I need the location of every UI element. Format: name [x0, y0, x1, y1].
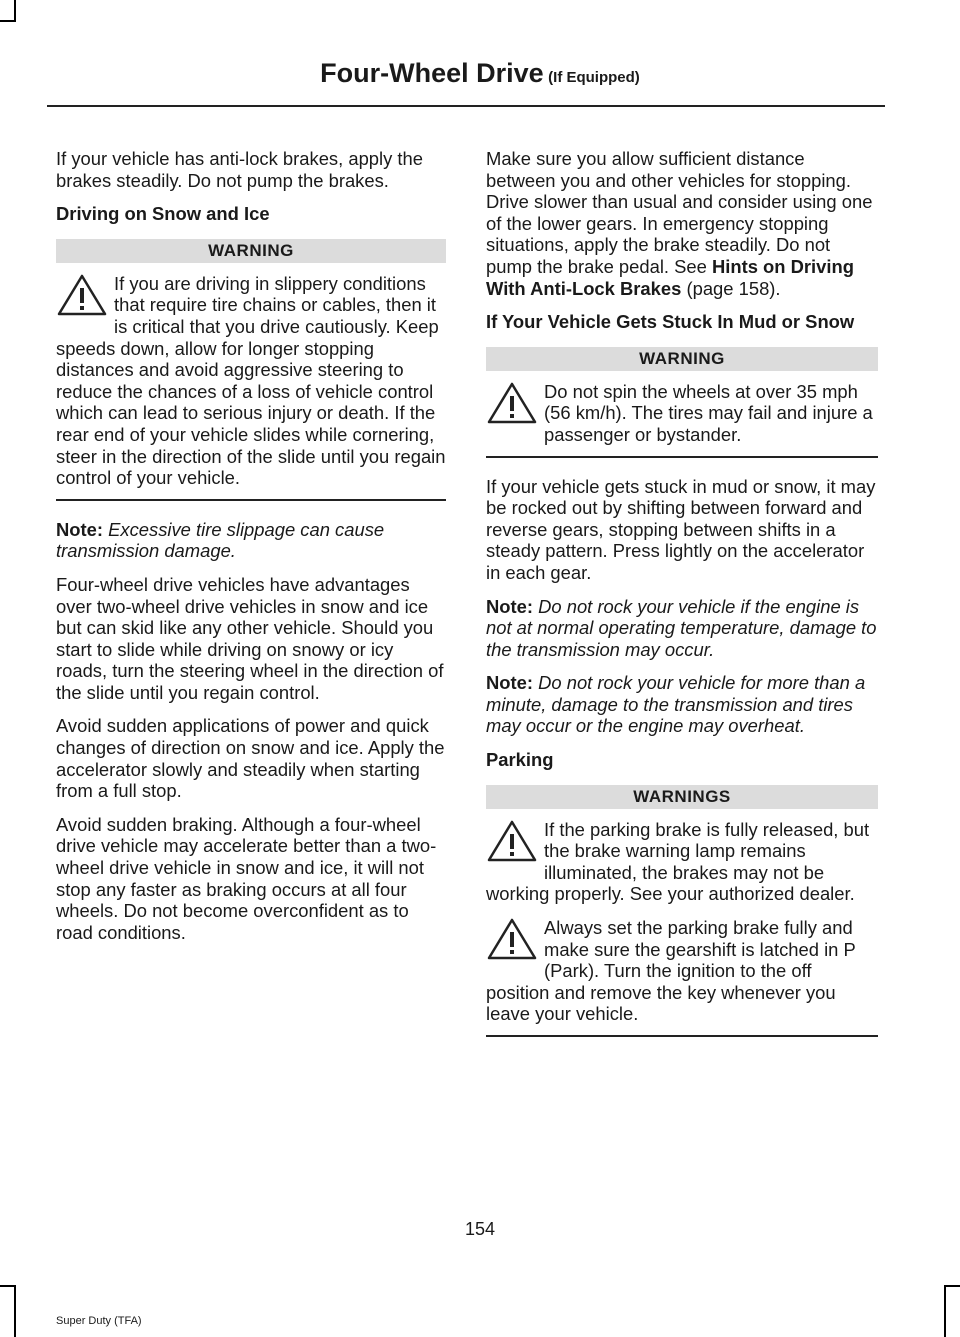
paragraph: If your vehicle has anti-lock brakes, apply the brakes steadily. Do not pump the brakes.: [56, 148, 423, 191]
crop-mark: [14, 1285, 16, 1337]
warning-triangle-icon: [486, 819, 538, 863]
note-text: Do not rock your vehicle if the engine is not at normal operating temperature, damage to the transmission may occur.: [486, 595, 877, 660]
page-title: Four-Wheel Drive: [320, 58, 544, 88]
paragraph: [486, 148, 878, 299]
crop-mark: [0, 20, 16, 22]
footer-text: Super Duty (TFA): [56, 1315, 142, 1327]
note: [56, 519, 446, 562]
crop-mark: [0, 1285, 16, 1287]
cross-reference-link[interactable]: Hints on Driving With Anti-Lock Brakes: [486, 255, 854, 299]
paragraph-text: Make sure you allow sufficient distance between you and other vehicles for stopping. Drive slower than usual and consider using one of the lower gears. In emergency stopping situations, apply the brake steadily. Do not pump the brake pedal. See: [486, 148, 873, 277]
note: [486, 596, 878, 661]
paragraph: Avoid sudden braking. Although a four-wheel drive vehicle may accelerate better than a two-wheel drive vehicle in snow and ice, it will not stop any faster as braking occurs at all four wheels. Do not become overconfident as to road conditions.: [56, 813, 437, 943]
warning-text: Do not spin the wheels at over 35 mph (56 km/h). The tires may fail and injure a passenger or bystander.: [544, 380, 873, 445]
warning-text: If you are driving in slippery conditions that require tire chains or cables, then it is critical that you drive cautiously. Keep speeds down, allow for longer stopping distances and avoid aggressive steering to reduce the chances of a loss of vehicle control which can lead to serious injury or death. If the rear end of your vehicle slides while cornering, steer in the direction of the slide until you regain control of your vehicle.: [56, 272, 446, 489]
page-number: 154: [464, 1219, 496, 1239]
paragraph: Avoid sudden applications of power and quick changes of direction on snow and ice. Apply the accelerator slowly and steadily when starting from a full stop.: [56, 715, 445, 802]
note: [486, 672, 878, 737]
warning-heading: WARNING: [486, 347, 878, 371]
page-header: [0, 58, 960, 89]
warning-box: [486, 347, 878, 458]
header-rule: [47, 105, 885, 107]
warning-text: If the parking brake is fully released, but the brake warning lamp remains illuminated, the brakes may not be working properly. See your authorized dealer.: [486, 818, 870, 905]
crop-mark: [944, 1285, 946, 1337]
warning-heading: WARNINGS: [486, 785, 878, 809]
page-reference: (page 158).: [681, 277, 781, 299]
warning-triangle-icon: [486, 917, 538, 961]
warning-text-block: [486, 917, 878, 1025]
warning-text-block: [56, 273, 446, 489]
note-label: Note:: [486, 595, 533, 617]
warning-triangle-icon: [486, 381, 538, 425]
warning-text-block: [486, 381, 878, 446]
section-heading: Driving on Snow and Ice: [56, 203, 270, 225]
section-heading: Parking: [486, 749, 554, 771]
right-column: [486, 148, 878, 1055]
crop-mark: [14, 0, 16, 22]
note-label: Note:: [56, 518, 103, 540]
crop-mark: [944, 1285, 960, 1287]
warning-text: Always set the parking brake fully and make sure the gearshift is latched in P (Park). Turn the ignition to the off position and remove the key whenever you leave your vehicle.: [486, 917, 856, 1025]
warning-box: [486, 785, 878, 1037]
note-label: Note:: [486, 672, 533, 694]
warning-text-block: [486, 819, 878, 905]
warning-triangle-icon: [56, 273, 108, 317]
note-text: Excessive tire slippage can cause transmission damage.: [56, 518, 385, 562]
section-heading: If Your Vehicle Gets Stuck In Mud or Snow: [486, 311, 855, 333]
note-text: Do not rock your vehicle for more than a minute, damage to the transmission and tires may occur or the engine may overheat.: [486, 672, 866, 737]
page-subtitle: (If Equipped): [548, 69, 640, 86]
warning-heading: WARNING: [56, 239, 446, 263]
paragraph: Four-wheel drive vehicles have advantages over two-wheel drive vehicles in snow and ice but can skid like any other vehicle. Should you start to slide while driving on snowy or icy roads, turn the steering wheel in the direction of the slide until you regain control.: [56, 573, 444, 703]
left-column: [56, 148, 446, 955]
paragraph: If your vehicle gets stuck in mud or snow, it may be rocked out by shifting between forward and reverse gears, stopping between shifts in a steady pattern. Press lightly on the accelerator in each gear.: [486, 475, 876, 583]
warning-box: [56, 239, 446, 501]
